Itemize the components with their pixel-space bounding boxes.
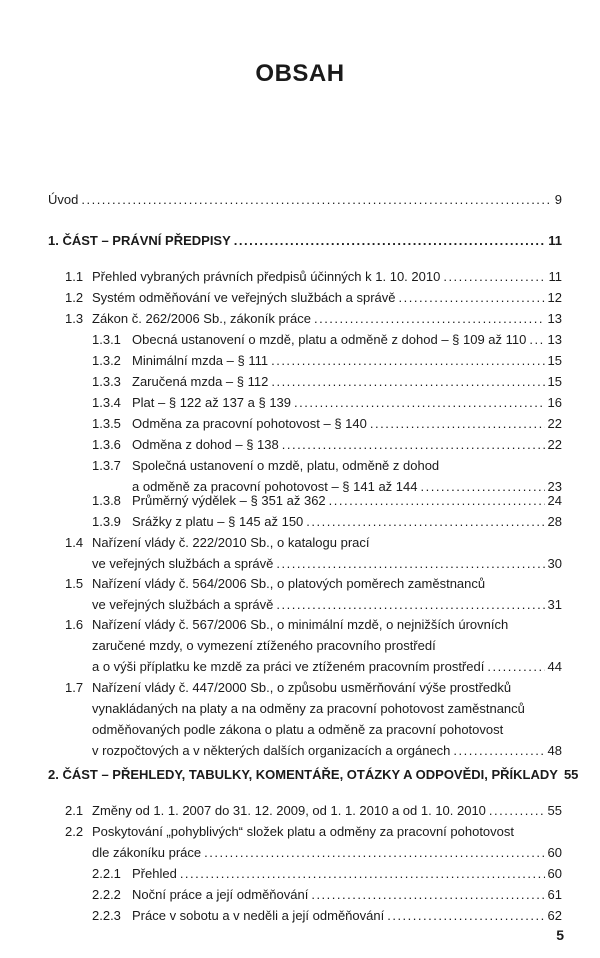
toc-entry-page: 12	[547, 290, 562, 305]
toc-entry-number: 1.3.8	[92, 493, 121, 508]
toc-entry[interactable]	[92, 352, 562, 369]
toc-entry-page: 61	[547, 887, 562, 902]
toc-entry-page: 9	[554, 192, 562, 207]
toc-entry[interactable]	[48, 232, 562, 249]
toc-entry-title: dle zákoníku práce	[92, 845, 202, 860]
toc-entry-title: odměňovaných podle zákona o platu a odměně za pracovní pohotovost	[92, 722, 504, 737]
toc-entry-title: Minimální mzda – § 111	[132, 353, 269, 368]
toc-entry-page: 11	[548, 233, 562, 248]
toc-entry[interactable]	[92, 492, 562, 509]
toc-entry-page: 30	[547, 556, 562, 571]
toc-entry[interactable]	[48, 191, 562, 208]
toc-entry-title: Odměna za pracovní pohotovost – § 140	[132, 416, 367, 431]
toc-entry-title: vynakládaných na platy a na odměny za pracovní pohotovost zaměstnanců	[92, 701, 525, 716]
toc-entry-number: 1.3.3	[92, 374, 121, 389]
toc-entry-page: 22	[547, 416, 562, 431]
toc-entry-title: Noční práce a její odměňování	[132, 887, 309, 902]
toc-entry[interactable]	[92, 436, 562, 453]
toc-entry-number: 2.2.1	[92, 866, 121, 881]
toc-entry-number: 1.4	[65, 535, 84, 550]
toc-entry-title: Změny od 1. 1. 2007 do 31. 12. 2009, od 1. 1. 2010 a od 1. 10. 2010	[92, 803, 486, 818]
dot-leader	[387, 907, 544, 924]
dot-leader	[529, 331, 544, 348]
toc-entry-title: Obecná ustanovení o mzdě, platu a odměně z dohod – § 109 až 110	[132, 332, 527, 347]
toc-entry-page: 60	[547, 866, 562, 881]
toc-entry-title: Zákon č. 262/2006 Sb., zákoník práce	[92, 311, 311, 326]
toc-entry[interactable]	[65, 289, 562, 306]
toc-entry-title: 1. ČÁST – PRÁVNÍ PŘEDPISY	[48, 233, 231, 248]
toc-entry-title: v rozpočtových a v některých dalších organizacích a orgánech	[92, 743, 451, 758]
toc-entry-title: Průměrný výdělek – § 351 až 362	[132, 493, 326, 508]
toc-entry-page: 28	[547, 514, 562, 529]
toc-entry-number: 1.5	[65, 576, 84, 591]
toc-entry-page: 13	[547, 311, 562, 326]
toc-entry-page: 55	[547, 803, 562, 818]
dot-leader	[282, 436, 545, 453]
toc-entry[interactable]	[92, 886, 562, 903]
toc-entry-title: Úvod	[48, 192, 79, 207]
toc-entry-title: Přehled vybraných právních předpisů účinných k 1. 10. 2010	[92, 269, 441, 284]
toc-entry[interactable]	[92, 373, 562, 390]
toc-entry-title: ve veřejných službách a správě	[92, 556, 274, 571]
toc-entry-number: 1.6	[65, 617, 84, 632]
dot-leader	[453, 742, 544, 759]
toc-entry-title: Nařízení vlády č. 447/2000 Sb., o způsobu usměrňování výše prostředků	[92, 680, 512, 695]
toc-entry-number: 1.3.6	[92, 437, 121, 452]
toc-entry-title: Srážky z platu – § 145 až 150	[132, 514, 304, 529]
dot-leader	[306, 513, 544, 530]
toc-entry-continuation[interactable]	[92, 700, 562, 717]
dot-leader	[234, 232, 545, 249]
dot-leader	[271, 373, 544, 390]
toc-entry-page: 48	[547, 743, 562, 758]
toc-entry-title: 2. ČÁST – PŘEHLEDY, TABULKY, KOMENTÁŘE, OTÁZKY A ODPOVĚDI, PŘÍKLADY	[48, 767, 558, 782]
toc-entry[interactable]	[92, 457, 562, 474]
toc-entry-page: 16	[547, 395, 562, 410]
dot-leader	[204, 844, 544, 861]
toc-entry-title: Společná ustanovení o mzdě, platu, odměně z dohod	[132, 458, 440, 473]
toc-entry-number: 1.3.5	[92, 416, 121, 431]
dot-leader	[311, 886, 544, 903]
toc-entry-title: Přehled	[132, 866, 177, 881]
toc-entry-title: Zaručená mzda – § 112	[132, 374, 269, 389]
toc-entry-continuation[interactable]	[92, 637, 562, 654]
toc-entry-continuation[interactable]	[92, 742, 562, 759]
toc-entry-page: 13	[547, 332, 562, 347]
dot-leader	[443, 268, 545, 285]
toc-entry-title: Práce v sobotu a v neděli a její odměňování	[132, 908, 385, 923]
toc-entry-page: 31	[547, 597, 562, 612]
toc-entry[interactable]	[92, 331, 562, 348]
toc-entry-title: Systém odměňování ve veřejných službách a správě	[92, 290, 396, 305]
toc-entry-number: 1.3.7	[92, 458, 121, 473]
dot-leader	[489, 802, 545, 819]
dot-leader	[329, 492, 545, 509]
toc-entry-number: 1.3.2	[92, 353, 121, 368]
toc-entry[interactable]	[65, 268, 562, 285]
toc-entry-number: 1.3.9	[92, 514, 121, 529]
toc-entry-page: 24	[547, 493, 562, 508]
toc-entry[interactable]	[65, 310, 562, 327]
dot-leader	[81, 191, 551, 208]
toc-entry[interactable]	[92, 513, 562, 530]
toc-entry-title: Nařízení vlády č. 222/2010 Sb., o katalogu prací	[92, 535, 370, 550]
toc-entry[interactable]	[65, 575, 562, 592]
dot-leader	[276, 555, 544, 572]
toc-entry-page: 55	[563, 767, 579, 782]
toc-entry-title: Poskytování „pohyblivých“ složek platu a odměny za pracovní pohotovost	[92, 824, 515, 839]
toc-entry-title: a odměně za pracovní pohotovost – § 141 až 144	[132, 479, 418, 494]
toc-entry-number: 1.2	[65, 290, 84, 305]
toc-entry[interactable]	[92, 865, 562, 882]
toc-entry-page: 15	[547, 353, 562, 368]
toc-entry[interactable]	[65, 616, 562, 633]
page-title: OBSAH	[255, 60, 345, 87]
dot-leader	[399, 289, 545, 306]
toc-entry-title: Odměna z dohod – § 138	[132, 437, 279, 452]
toc-entry-number: 1.3	[65, 311, 84, 326]
toc-entry-number: 2.1	[65, 803, 84, 818]
toc-entry-number: 1.3.4	[92, 395, 121, 410]
toc-entry-page: 62	[547, 908, 562, 923]
toc-entry-title: Nařízení vlády č. 567/2006 Sb., o minimální mzdě, o nejnižších úrovních	[92, 617, 509, 632]
dot-leader	[487, 658, 544, 675]
toc-entry-page: 60	[547, 845, 562, 860]
toc-entry[interactable]	[92, 415, 562, 432]
dot-leader	[314, 310, 545, 327]
toc-entry-page: 44	[547, 659, 562, 674]
dot-leader	[370, 415, 545, 432]
toc-entry-number: 1.1	[65, 269, 84, 284]
toc-entry-page: 11	[548, 269, 562, 284]
toc-entry[interactable]	[92, 394, 562, 411]
toc-entry-number: 1.3.1	[92, 332, 121, 347]
toc-entry-continuation[interactable]	[92, 658, 562, 675]
toc-entry-continuation[interactable]	[92, 844, 562, 861]
toc-entry-continuation[interactable]	[92, 555, 562, 572]
toc-entry[interactable]	[48, 766, 579, 783]
toc-entry[interactable]	[65, 534, 562, 551]
toc-entry-number: 1.7	[65, 680, 84, 695]
toc-entry-page: 15	[547, 374, 562, 389]
toc-entry-title: Nařízení vlády č. 564/2006 Sb., o platových poměrech zaměstnanců	[92, 576, 486, 591]
dot-leader	[271, 352, 544, 369]
toc-entry-continuation[interactable]	[92, 596, 562, 613]
toc-entry-title: zaručené mzdy, o vymezení ztíženého pracovního prostředí	[92, 638, 436, 653]
toc-entry-title: ve veřejných službách a správě	[92, 597, 274, 612]
toc-entry[interactable]	[65, 679, 562, 696]
dot-leader	[294, 394, 545, 411]
toc-entry[interactable]	[65, 823, 562, 840]
toc-entry-page: 22	[547, 437, 562, 452]
toc-entry[interactable]	[92, 907, 562, 924]
dot-leader	[276, 596, 544, 613]
toc-entry-number: 2.2.3	[92, 908, 121, 923]
toc-entry-page: 23	[547, 479, 562, 494]
toc-entry-continuation[interactable]	[92, 721, 562, 738]
dot-leader	[180, 865, 545, 882]
toc-entry[interactable]	[65, 802, 562, 819]
page-number: 5	[556, 927, 564, 943]
toc-entry-title: a o výši příplatku ke mzdě za práci ve ztíženém pracovním prostředí	[92, 659, 485, 674]
toc-entry-number: 2.2	[65, 824, 84, 839]
toc-entry-title: Plat – § 122 až 137 a § 139	[132, 395, 292, 410]
toc-entry-number: 2.2.2	[92, 887, 121, 902]
